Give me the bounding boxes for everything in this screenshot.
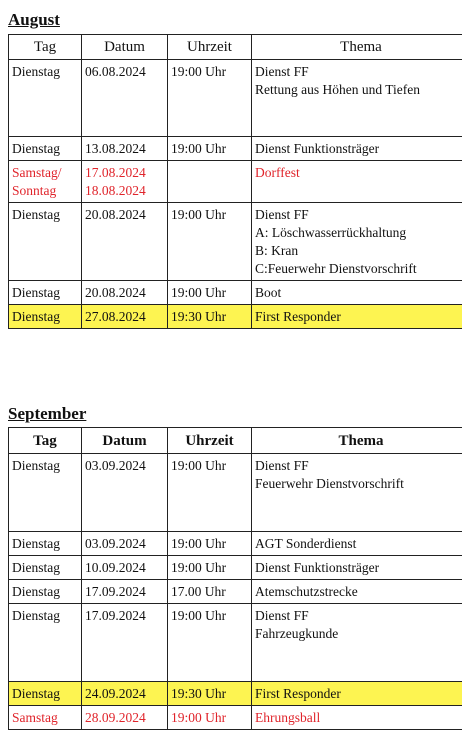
datum-text: 10.09.2024 <box>85 560 146 575</box>
column-header-datum: Datum <box>82 35 168 60</box>
cell-thema <box>252 556 462 580</box>
schedule-row <box>9 580 462 604</box>
uhrzeit-text: 19:00 Uhr <box>171 141 227 156</box>
cell-thema <box>252 706 462 730</box>
cell-tag <box>9 556 82 580</box>
datum-text: 18.08.2024 <box>85 183 146 198</box>
cell-tag <box>9 532 82 556</box>
cell-thema <box>252 454 462 532</box>
tag-text: Dienstag <box>12 285 60 300</box>
thema-text: Ehrungsball <box>255 710 321 725</box>
table-header-row <box>9 35 462 60</box>
thema-text: Boot <box>255 285 282 300</box>
cell-datum <box>82 60 168 137</box>
cell-uhrzeit <box>168 604 252 682</box>
cell-datum <box>82 305 168 329</box>
schedule-row <box>9 60 462 137</box>
cell-uhrzeit <box>168 203 252 281</box>
datum-text: 20.08.2024 <box>85 285 146 300</box>
cell-uhrzeit <box>168 281 252 305</box>
thema-text: Dienst FF <box>255 458 309 473</box>
thema-text: AGT Sonderdienst <box>255 536 357 551</box>
schedule-row <box>9 682 462 706</box>
tag-text: Dienstag <box>12 536 60 551</box>
thema-text: Dienst FF <box>255 207 309 222</box>
schedule-row <box>9 706 462 730</box>
schedule-row <box>9 137 462 161</box>
cell-tag <box>9 137 82 161</box>
datum-text: 17.09.2024 <box>85 608 146 623</box>
month-title-september: September <box>8 404 87 423</box>
tag-text: Dienstag <box>12 560 60 575</box>
cell-thema <box>252 60 462 137</box>
schedule-row <box>9 604 462 682</box>
tag-text: Dienstag <box>12 309 60 324</box>
schedule-table-september <box>8 427 462 730</box>
datum-text: 27.08.2024 <box>85 309 146 324</box>
cell-tag <box>9 706 82 730</box>
tag-text: Sonntag <box>12 183 57 198</box>
tag-text: Dienstag <box>12 608 60 623</box>
tag-text: Dienstag <box>12 584 60 599</box>
column-header-tag: Tag <box>9 428 82 454</box>
table-header-row <box>9 428 462 454</box>
cell-datum <box>82 281 168 305</box>
uhrzeit-text: 19:30 Uhr <box>171 686 227 701</box>
column-header-uhrzeit: Uhrzeit <box>168 428 252 454</box>
thema-text: Feuerwehr Dienstvorschrift <box>255 476 404 491</box>
thema-text: First Responder <box>255 686 341 701</box>
uhrzeit-text: 17.00 Uhr <box>171 584 226 599</box>
datum-text: 03.09.2024 <box>85 536 146 551</box>
schedule-row <box>9 203 462 281</box>
uhrzeit-text: 19:00 Uhr <box>171 285 227 300</box>
cell-thema <box>252 161 462 203</box>
uhrzeit-text: 19:00 Uhr <box>171 207 227 222</box>
tag-text: Dienstag <box>12 64 60 79</box>
thema-text: C:Feuerwehr Dienstvorschrift <box>255 261 417 276</box>
schedule-row <box>9 556 462 580</box>
schedule-row <box>9 281 462 305</box>
thema-text: Dienst FF <box>255 608 309 623</box>
cell-thema <box>252 532 462 556</box>
datum-text: 13.08.2024 <box>85 141 146 156</box>
uhrzeit-text: 19:30 Uhr <box>171 309 227 324</box>
tag-text: Dienstag <box>12 141 60 156</box>
datum-text: 17.08.2024 <box>85 165 146 180</box>
cell-datum <box>82 203 168 281</box>
column-header-datum: Datum <box>82 428 168 454</box>
cell-uhrzeit <box>168 556 252 580</box>
cell-datum <box>82 454 168 532</box>
column-header-uhrzeit: Uhrzeit <box>168 35 252 60</box>
cell-datum <box>82 137 168 161</box>
tag-text: Samstag/ <box>12 165 62 180</box>
cell-uhrzeit <box>168 454 252 532</box>
cell-thema <box>252 137 462 161</box>
cell-datum <box>82 556 168 580</box>
thema-text: Fahrzeugkunde <box>255 626 339 641</box>
cell-tag <box>9 161 82 203</box>
uhrzeit-text: 19:00 Uhr <box>171 536 227 551</box>
tag-text: Dienstag <box>12 686 60 701</box>
tag-text: Dienstag <box>12 207 60 222</box>
uhrzeit-text: 19:00 Uhr <box>171 608 227 623</box>
cell-uhrzeit <box>168 532 252 556</box>
cell-uhrzeit <box>168 161 252 203</box>
schedule-table-august <box>8 34 462 329</box>
thema-text: Atemschutzstrecke <box>255 584 358 599</box>
datum-text: 28.09.2024 <box>85 710 146 725</box>
tag-text: Samstag <box>12 710 58 725</box>
schedule-row <box>9 454 462 532</box>
thema-text: A: Löschwasserrückhaltung <box>255 225 407 240</box>
cell-tag <box>9 281 82 305</box>
schedule-row <box>9 305 462 329</box>
cell-datum <box>82 682 168 706</box>
cell-thema <box>252 305 462 329</box>
thema-text: Dienst Funktionsträger <box>255 141 380 156</box>
thema-text: Dienst Funktionsträger <box>255 560 380 575</box>
cell-tag <box>9 682 82 706</box>
cell-thema <box>252 281 462 305</box>
cell-datum <box>82 161 168 203</box>
column-header-tag: Tag <box>9 35 82 60</box>
uhrzeit-text: 19:00 Uhr <box>171 458 227 473</box>
schedule-row <box>9 161 462 203</box>
cell-uhrzeit <box>168 706 252 730</box>
cell-tag <box>9 604 82 682</box>
cell-datum <box>82 580 168 604</box>
datum-text: 06.08.2024 <box>85 64 146 79</box>
uhrzeit-text: 19:00 Uhr <box>171 710 227 725</box>
uhrzeit-text: 19:00 Uhr <box>171 64 227 79</box>
cell-uhrzeit <box>168 60 252 137</box>
thema-text: First Responder <box>255 309 341 324</box>
cell-uhrzeit <box>168 137 252 161</box>
cell-datum <box>82 604 168 682</box>
thema-text: Dorffest <box>255 165 300 180</box>
cell-datum <box>82 706 168 730</box>
cell-uhrzeit <box>168 305 252 329</box>
cell-tag <box>9 203 82 281</box>
datum-text: 17.09.2024 <box>85 584 146 599</box>
thema-text: B: Kran <box>255 243 299 258</box>
cell-uhrzeit <box>168 682 252 706</box>
cell-tag <box>9 305 82 329</box>
cell-thema <box>252 604 462 682</box>
cell-thema <box>252 203 462 281</box>
schedule-row <box>9 532 462 556</box>
cell-tag <box>9 454 82 532</box>
datum-text: 24.09.2024 <box>85 686 146 701</box>
uhrzeit-text: 19:00 Uhr <box>171 560 227 575</box>
column-header-thema: Thema <box>252 428 462 454</box>
month-title-august: August <box>8 10 60 29</box>
cell-uhrzeit <box>168 580 252 604</box>
tag-text: Dienstag <box>12 458 60 473</box>
cell-thema <box>252 580 462 604</box>
cell-tag <box>9 580 82 604</box>
cell-datum <box>82 532 168 556</box>
column-header-thema: Thema <box>252 35 462 60</box>
cell-tag <box>9 60 82 137</box>
thema-text: Rettung aus Höhen und Tiefen <box>255 82 420 97</box>
datum-text: 03.09.2024 <box>85 458 146 473</box>
datum-text: 20.08.2024 <box>85 207 146 222</box>
thema-text: Dienst FF <box>255 64 309 79</box>
cell-thema <box>252 682 462 706</box>
